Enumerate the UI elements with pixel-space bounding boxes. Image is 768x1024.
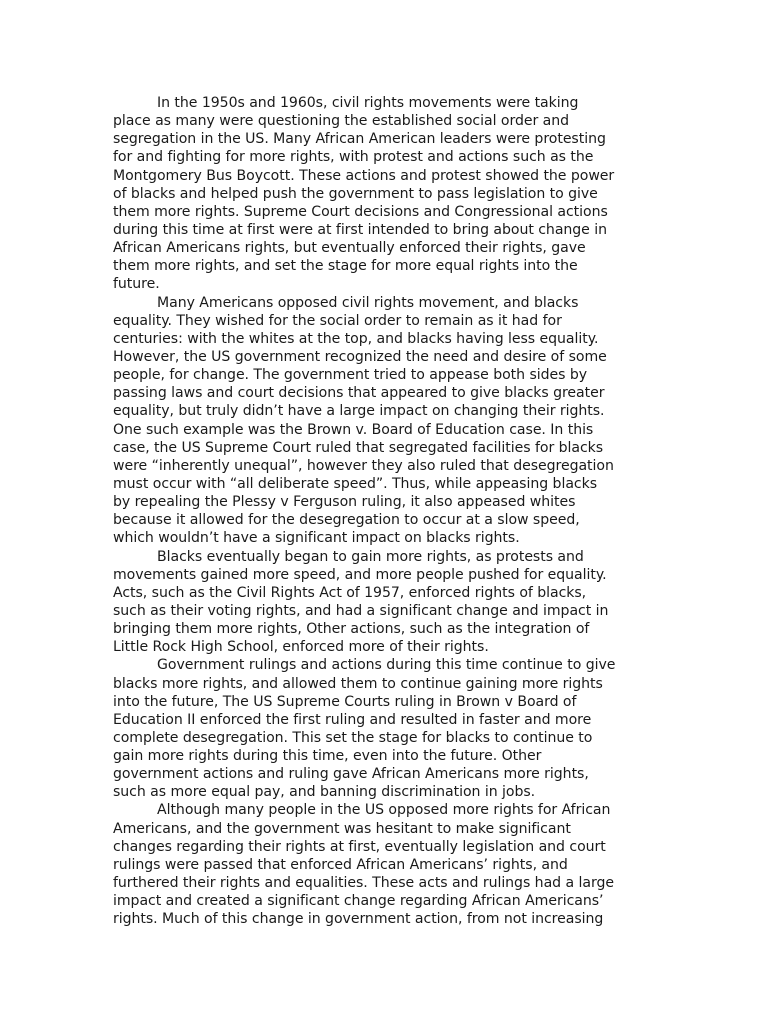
- text-line: Many Americans opposed civil rights movement, and blacks: [157, 294, 579, 311]
- text-line: changes regarding their rights at first, eventually legislation and court: [113, 838, 606, 855]
- paragraph-1: [113, 94, 658, 294]
- paragraph-2: [113, 294, 658, 548]
- text-line: equality, but truly didn’t have a large impact on changing their rights.: [113, 403, 605, 420]
- text-line: One such example was the Brown v. Board of Education case. In this: [113, 421, 594, 438]
- text-line: Acts, such as the Civil Rights Act of 1957, enforced rights of blacks,: [113, 584, 587, 601]
- text-line: However, the US government recognized the need and desire of some: [113, 348, 607, 365]
- paragraph-4: [113, 656, 658, 801]
- text-line: rulings were passed that enforced African Americans’ rights, and: [113, 856, 568, 873]
- essay-text: [113, 94, 658, 928]
- text-line: centuries: with the whites at the top, and blacks having less equality.: [113, 330, 599, 347]
- text-line: during this time at first were at first intended to bring about change in: [113, 221, 607, 238]
- text-line: such as their voting rights, and had a significant change and impact in: [113, 602, 609, 619]
- text-line: impact and created a significant change regarding African Americans’: [113, 893, 604, 910]
- text-line: were “inherently unequal”, however they also ruled that desegregation: [113, 457, 614, 474]
- text-line: people, for change. The government tried to appease both sides by: [113, 367, 588, 384]
- text-line: furthered their rights and equalities. These acts and rulings had a large: [113, 875, 614, 892]
- text-line: Education II enforced the first ruling and resulted in faster and more: [113, 711, 592, 728]
- text-line: government actions and ruling gave African Americans more rights,: [113, 766, 589, 783]
- text-line: movements gained more speed, and more people pushed for equality.: [113, 566, 607, 583]
- text-line: rights. Much of this change in government action, from not increasing: [113, 911, 604, 928]
- text-line: place as many were questioning the established social order and: [113, 113, 569, 130]
- text-line: gain more rights during this time, even into the future. Other: [113, 748, 542, 765]
- text-line: Government rulings and actions during this time continue to give: [157, 657, 616, 674]
- text-line: which wouldn’t have a significant impact on blacks rights.: [113, 530, 520, 547]
- paragraph-5: [113, 801, 658, 928]
- text-line: segregation in the US. Many African American leaders were protesting: [113, 131, 606, 148]
- text-line: must occur with “all deliberate speed”. Thus, while appeasing blacks: [113, 475, 598, 492]
- text-line: of blacks and helped push the government to pass legislation to give: [113, 185, 598, 202]
- text-line: Although many people in the US opposed more rights for African: [157, 802, 611, 819]
- text-line: In the 1950s and 1960s, civil rights movements were taking: [157, 95, 579, 111]
- text-line: because it allowed for the desegregation to occur at a slow speed,: [113, 512, 580, 529]
- text-line: African Americans rights, but eventually enforced their rights, gave: [113, 240, 586, 257]
- text-line: for and fighting for more rights, with protest and actions such as the: [113, 149, 594, 166]
- text-line: bringing them more rights, Other actions, such as the integration of: [113, 621, 590, 638]
- text-line: them more rights. Supreme Court decisions and Congressional actions: [113, 203, 608, 220]
- text-line: Montgomery Bus Boycott. These actions and protest showed the power: [113, 167, 615, 184]
- text-line: complete desegregation. This set the stage for blacks to continue to: [113, 729, 593, 746]
- text-line: Blacks eventually began to gain more rights, as protests and: [157, 548, 584, 565]
- text-line: by repealing the Plessy v Ferguson ruling, it also appeased whites: [113, 494, 576, 511]
- text-line: such as more equal pay, and banning discrimination in jobs.: [113, 784, 536, 801]
- text-line: passing laws and court decisions that appeared to give blacks greater: [113, 385, 605, 402]
- paragraph-3: [113, 548, 658, 657]
- text-line: case, the US Supreme Court ruled that segregated facilities for blacks: [113, 439, 604, 456]
- text-line: equality. They wished for the social order to remain as it had for: [113, 312, 562, 329]
- text-line: future.: [113, 276, 160, 293]
- text-line: Americans, and the government was hesitant to make significant: [113, 820, 571, 837]
- text-line: blacks more rights, and allowed them to continue gaining more rights: [113, 675, 603, 692]
- text-line: Little Rock High School, enforced more of their rights.: [113, 639, 489, 656]
- text-line: them more rights, and set the stage for more equal rights into the: [113, 258, 578, 275]
- text-line: into the future, The US Supreme Courts ruling in Brown v Board of: [113, 693, 577, 710]
